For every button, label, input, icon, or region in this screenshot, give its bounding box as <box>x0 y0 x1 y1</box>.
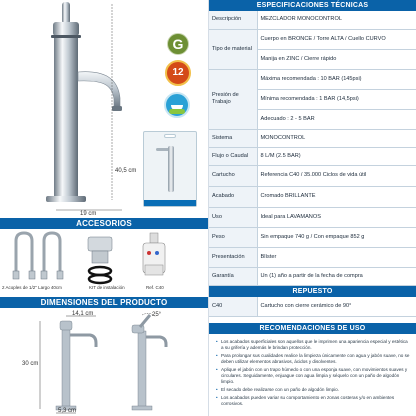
recomendaciones-list <box>209 334 416 407</box>
spec-value: Cuerpo en BRONCE / Torre ALTA / Cuello CURVO <box>258 30 416 50</box>
accessory-caption-kit: KIT de instalación <box>89 285 125 290</box>
blister-package <box>143 131 197 207</box>
spec-row-cartucho <box>209 165 416 186</box>
spec-value: Ideal para LAVAMANOS <box>257 207 416 227</box>
faucet-tower <box>54 38 78 198</box>
faucet-width-label: 19 cm <box>80 211 97 217</box>
recomendacion-item: • Los acabados superficiales son aquellos que le imprimen una apariencia especial y estética a su grifería y además le brindan protección. <box>216 339 411 351</box>
base-diameter-label: 5,3 cm <box>58 408 77 414</box>
recomendacion-item: • Los acabados pueden variar su comportamiento en zonas costeras y/o en ambientes corrosivos. <box>216 395 411 407</box>
dimensions-panel <box>0 309 208 416</box>
flex-hose-icon <box>13 233 63 279</box>
spec-value: Máxima recomendada : 10 BAR (145psi) <box>258 70 416 90</box>
accessory-caption-hoses: 2 Acoples de 1/2" Largo 40cm <box>2 285 62 290</box>
warranty-badge: 12 <box>165 60 191 86</box>
spec-label: Uso <box>209 207 257 227</box>
total-height-label: 30 cm <box>22 361 39 367</box>
dimensions-header: DIMENSIONES DEL PRODUCTO <box>0 297 208 308</box>
spec-value: Adecuado : 2 - 5 BAR <box>260 115 315 122</box>
water-saving-icon <box>164 92 190 118</box>
recomendacion-item: • Para prolongar sus cualidades realice la limpieza únicamente con agua y jabón suave, no se deben utilizar elementos abrasivos, ácidos y disolventes. <box>216 353 411 365</box>
accessory-caption-cartridge: Ref. C40 <box>146 285 164 290</box>
accessories-illustration <box>0 229 208 293</box>
hang-tab <box>164 134 176 138</box>
accessories-panel <box>0 229 208 293</box>
spec-row-presentacion <box>209 247 416 267</box>
spec-label: Cartucho <box>209 165 257 186</box>
handle-lever <box>62 2 70 24</box>
specs-header: ESPECIFICACIONES TÉCNICAS <box>209 0 416 11</box>
spec-row-sistema <box>209 129 416 147</box>
handle-angle-label: 25° <box>152 312 162 318</box>
spec-label: Descripción <box>209 11 257 29</box>
package-faucet-thumb <box>168 146 174 192</box>
spec-value-group <box>257 29 416 69</box>
faucet-height-label: 40,5 cm <box>115 168 137 174</box>
spec-value-group <box>257 69 416 129</box>
recomendaciones-header: RECOMENDACIONES DE USO <box>209 323 416 334</box>
repuesto-code: C40 <box>209 297 257 317</box>
spec-value: MONOCONTROL <box>257 129 416 147</box>
spec-row-uso <box>209 207 416 227</box>
repuesto-header: REPUESTO <box>209 286 416 297</box>
right-column <box>208 0 416 416</box>
spec-value: MEZCLADOR MONOCONTROL <box>257 11 416 29</box>
install-kit-icon <box>88 237 112 283</box>
spec-value: Sin empaque 740 g / Con empaque 852 g <box>257 227 416 247</box>
spec-value: Cromado BRILLANTE <box>257 186 416 207</box>
faucet-profile-front <box>56 321 96 410</box>
cartridge-icon <box>143 233 165 275</box>
spec-value: Mínima recomendada : 1 BAR (14,5psi) <box>258 90 416 110</box>
spec-row-presion <box>209 69 416 129</box>
handle-body <box>53 22 79 36</box>
spec-row-descripcion <box>209 11 416 29</box>
spec-value: Un (1) año a partir de la fecha de compra <box>257 267 416 285</box>
spec-value: 8 L/M (2.5 BAR) <box>257 147 416 165</box>
spec-row-acabado <box>209 186 416 207</box>
spec-value: Blíster <box>257 247 416 267</box>
faucet-spout <box>78 72 120 108</box>
spec-row-peso <box>209 227 416 247</box>
repuesto-table <box>209 297 416 318</box>
repuesto-description: Cartucho con cierre cerámico de 90° <box>257 297 416 317</box>
spout-reach-label: 14,1 cm <box>72 311 94 317</box>
spec-value: Manija en ZINC / Cierre rápido <box>260 55 337 62</box>
faucet-base <box>46 196 86 202</box>
spec-label: Presentación <box>209 247 257 267</box>
recomendacion-item: • Aplique el jabón con un trapo húmedo o con una esponja suave, con movimientos suaves y circulares. Seguidamente, enjuague con agua limpia y séquelo con un paño de algodón limpio. <box>216 367 411 386</box>
spec-row-material <box>209 29 416 69</box>
spec-label: Acabado <box>209 186 257 207</box>
recomendacion-item: • El secado debe realizarse con un paño de algodón limpio. <box>216 387 411 393</box>
spec-row-garantia <box>209 267 416 285</box>
spec-value: Referencia C40 / 35.000 Ciclos de vida útil <box>257 165 416 186</box>
spec-label: Peso <box>209 227 257 247</box>
spec-label: Flujo o Caudal <box>209 147 257 165</box>
product-image-area <box>0 0 208 218</box>
spec-label: Garantía <box>209 267 257 285</box>
specs-table <box>209 11 416 286</box>
accessories-header: ACCESORIOS <box>0 218 208 229</box>
repuesto-row <box>209 297 416 317</box>
spec-label: Presión de Trabajo <box>209 69 257 129</box>
spec-label: Tipo de material <box>209 29 257 69</box>
g-logo-badge: G <box>167 33 189 55</box>
spec-row-flujo <box>209 147 416 165</box>
faucet-profile-side <box>132 313 166 410</box>
spec-label: Sistema <box>209 129 257 147</box>
